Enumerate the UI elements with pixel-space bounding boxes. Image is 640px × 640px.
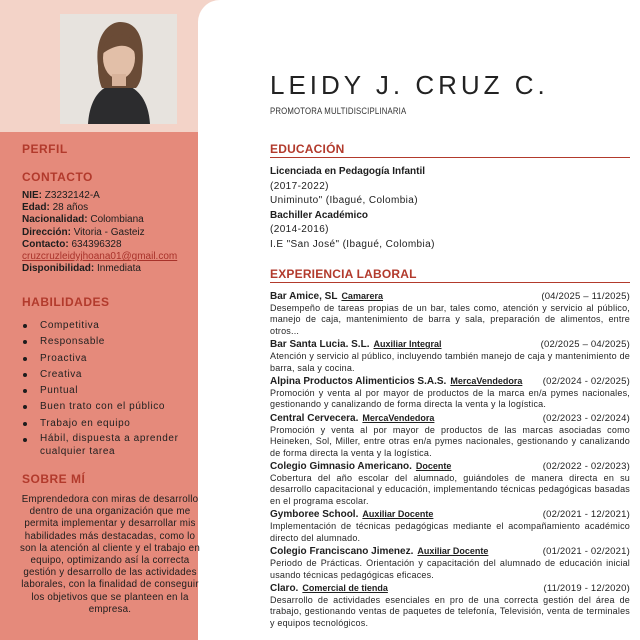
about-text: Emprendedora con miras de desarrollo dentro de una organización que me permita implementar y desarrollar mis habilidades más destacadas, como lo son la atención al cliente y el trabajo en equipo, optimizando así la correcta gestión y desarrollo de las actividades laborales, con la finalidad de conseguir los objetivos que se planteen en la empresa. xyxy=(20,494,200,615)
skill-label: Buen trato con el público xyxy=(40,401,166,413)
bullet-icon xyxy=(23,422,27,426)
experience-list xyxy=(270,290,630,630)
sobre-mi-title: SOBRE MÍ xyxy=(22,472,86,486)
contacto-title: CONTACTO xyxy=(22,170,93,184)
skill-item xyxy=(22,367,202,383)
nie-value: Z3232142-A xyxy=(44,190,100,201)
skill-item xyxy=(22,334,202,350)
perfil-title: PERFIL xyxy=(22,142,68,156)
job-company: Bar Amice, SL xyxy=(270,291,338,302)
job-header xyxy=(270,508,630,521)
habilidades-title: HABILIDADES xyxy=(22,295,110,309)
job-position: Camarera xyxy=(341,291,383,301)
job-header xyxy=(270,460,630,473)
job-dates: (02/2023 - 02/2024) xyxy=(542,412,630,424)
education-list xyxy=(270,165,630,253)
contact-row-disponibilidad xyxy=(22,263,212,275)
profile-photo xyxy=(60,14,177,124)
bullet-icon xyxy=(23,357,27,361)
job-dates: (11/2019 - 12/2020) xyxy=(543,582,630,594)
skill-label: Puntual xyxy=(40,385,79,397)
job-entry xyxy=(270,375,630,411)
job-position: Auxiliar Docente xyxy=(362,509,434,520)
contact-row-nacionalidad xyxy=(22,214,212,226)
skills-list xyxy=(22,318,202,458)
phone-value: 634396328 xyxy=(71,238,122,250)
sidebar xyxy=(0,0,222,640)
education-title: EDUCACIÓN xyxy=(270,142,345,156)
candidate-name: LEIDY J. CRUZ C. xyxy=(270,70,549,100)
skill-item xyxy=(22,416,202,432)
job-position: Auxiliar Docente xyxy=(417,546,489,557)
skill-item xyxy=(22,432,202,458)
job-description: Desarrollo de actividades esenciales en pro de una correcta gestión del área de trabajo, gestionando ventas de paquetes de telefonía, Televisión, venta de terminales y equipos tecnológicos. xyxy=(270,594,630,628)
skill-label: Proactiva xyxy=(40,352,88,364)
degree-years: (2014-2016) xyxy=(270,224,329,236)
job-entry xyxy=(270,582,630,629)
job-description: Atención y servicio al público, incluyendo también manejo de caja y mantenimiento de barra, sala y cocina. xyxy=(270,351,630,373)
degree-years: (2017-2022) xyxy=(270,180,329,192)
experience-divider xyxy=(270,282,630,283)
job-dates: (02/2025 – 04/2025) xyxy=(540,339,630,351)
job-company: Bar Santa Lucia. S.L. xyxy=(270,339,370,351)
job-entry xyxy=(270,460,630,507)
bullet-icon xyxy=(23,405,27,409)
job-entry xyxy=(270,412,630,459)
contact-row-direccion xyxy=(22,227,212,239)
education-item xyxy=(270,165,630,209)
edad-label: Edad: xyxy=(22,202,50,214)
education-item xyxy=(270,209,630,253)
job-header xyxy=(270,375,630,388)
degree-place: I.E "San José" (Ibagué, Colombia) xyxy=(270,238,435,250)
nie-label: NIE: xyxy=(22,190,42,201)
nacionalidad-value: Colombiana xyxy=(90,214,144,226)
skill-item xyxy=(22,318,202,334)
job-position: MercaVendedora xyxy=(362,412,435,423)
degree-title: Licenciada en Pedagogía Infantil xyxy=(270,166,426,177)
disponibilidad-label: Disponibilidad: xyxy=(22,263,95,275)
job-description: Desempeño de tareas propias de un bar, tales como, atención y servicio al público, manejo de caja, mantenimiento de barra y sala, preparación de alimentos, entre otros... xyxy=(270,303,630,336)
job-dates: (04/2025 – 11/2025) xyxy=(541,291,630,302)
bullet-icon xyxy=(23,373,27,377)
job-company: Colegio Gimnasio Americano. xyxy=(270,461,412,473)
nacionalidad-label: Nacionalidad: xyxy=(22,214,88,226)
job-position: MercaVendedora xyxy=(450,376,523,387)
job-position: Comercial de tienda xyxy=(302,582,388,593)
education-divider xyxy=(270,157,630,158)
job-description: Cobertura del año escolar del alumnado, guiándoles de manera directa en su desarrollo capacitacional y educación, implementando técnicas pedagógicas basadas en el programa escolar. xyxy=(270,473,630,506)
job-company: Gymboree School. xyxy=(270,509,359,521)
job-dates: (02/2021 - 12/2021) xyxy=(542,509,630,521)
degree-title: Bachiller Académico xyxy=(270,209,369,221)
skill-item xyxy=(22,399,202,415)
job-description: Promoción y venta al por mayor de productos de la marca en/a pymes nacionales, gestionando y canalizando de forma directa la venta y la logística. xyxy=(270,388,630,410)
degree-place: Uniminuto" (Ibagué, Colombia) xyxy=(270,195,418,207)
job-company: Alpina Productos Alimenticios S.A.S. xyxy=(270,376,447,388)
job-position: Docente xyxy=(415,461,452,472)
bullet-icon xyxy=(23,389,27,393)
job-dates: (01/2021 - 02/2021) xyxy=(542,546,630,558)
job-description: Promoción y venta al por mayor de productos de las marcas asociadas como Heineken, Sol, Miller, entre otras en/a pymes nacionales, gestionando y canalizando de forma directa la venta y la logística. xyxy=(270,424,630,458)
job-entry xyxy=(270,338,630,374)
disponibilidad-value: Inmediata xyxy=(97,263,141,275)
direccion-label: Dirección: xyxy=(22,226,71,238)
email-link[interactable]: cruzcruzleidyjhoana01@gmail.com xyxy=(22,251,178,263)
skill-label: Hábil, dispuesta a aprender cualquier tarea xyxy=(40,433,179,458)
experience-title: EXPERIENCIA LABORAL xyxy=(270,267,417,281)
job-description: Implementación de técnicas pedagógicas mediante el acompañamiento académico directo del alumnado. xyxy=(270,521,630,543)
skill-label: Trabajo en equipo xyxy=(40,417,131,429)
job-header xyxy=(270,412,630,425)
skill-item xyxy=(22,383,202,399)
person-photo-icon xyxy=(60,14,177,124)
bullet-icon xyxy=(23,324,27,328)
job-entry xyxy=(270,508,630,544)
job-company: Central Cervecera. xyxy=(270,412,359,424)
job-entry xyxy=(270,545,630,581)
candidate-role: PROMOTORA MULTIDISCIPLINARIA xyxy=(270,106,407,117)
job-company: Colegio Franciscano Jimenez. xyxy=(270,546,414,558)
bullet-icon xyxy=(23,340,27,344)
job-dates: (02/2024 - 02/2025) xyxy=(542,376,630,388)
job-header xyxy=(270,545,630,558)
job-company: Claro. xyxy=(270,582,299,594)
job-header xyxy=(270,290,630,303)
skill-label: Competitiva xyxy=(40,320,100,331)
skill-label: Creativa xyxy=(40,368,83,380)
job-description: Periodo de Prácticas. Orientación y capacitación del alumnado de educación inicial usando técnicas pedagógicas eficaces. xyxy=(270,558,630,580)
skill-item xyxy=(22,351,202,367)
job-dates: (02/2022 - 02/2023) xyxy=(542,461,630,473)
contact-row-edad xyxy=(22,202,212,214)
contact-row-contacto xyxy=(22,239,212,251)
direccion-value: Vitoria - Gasteiz xyxy=(73,226,145,238)
job-header xyxy=(270,582,630,595)
skill-label: Responsable xyxy=(40,336,105,348)
job-header xyxy=(270,338,630,351)
contact-row-nie xyxy=(22,190,212,202)
job-position: Auxiliar Integral xyxy=(373,339,442,350)
contact-info xyxy=(22,190,212,275)
job-entry xyxy=(270,290,630,337)
edad-value: 28 años xyxy=(52,202,89,214)
contacto-label: Contacto: xyxy=(22,238,69,250)
bullet-icon xyxy=(23,438,27,442)
